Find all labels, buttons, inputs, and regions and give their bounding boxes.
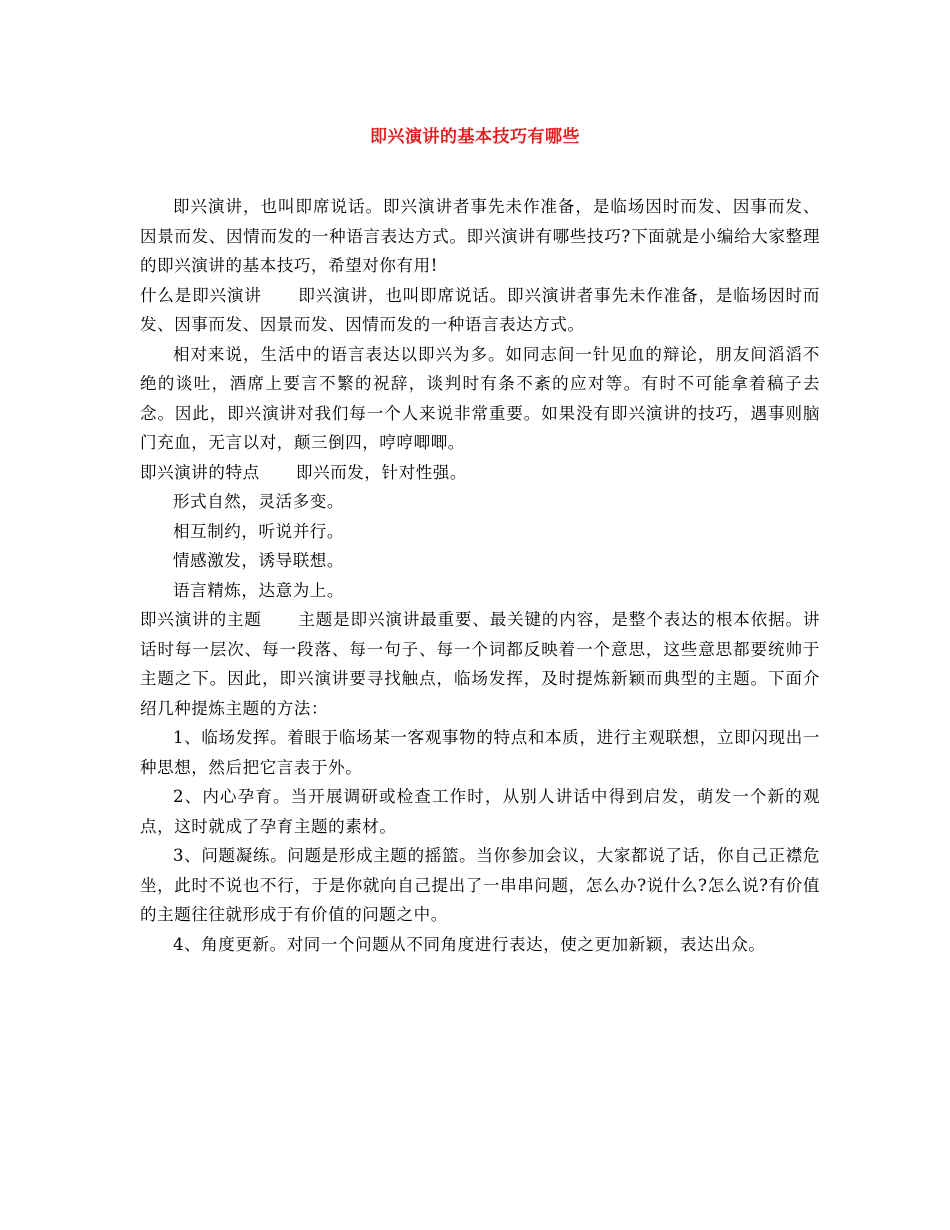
feature-item: 情感激发，诱导联想。 (173, 551, 344, 570)
feature-item: 相互制约，听说并行。 (173, 521, 344, 541)
section-what-is (140, 281, 820, 340)
document-title: 即兴演讲的基本技巧有哪些 (370, 127, 580, 147)
section-text-features: 即兴而发，针对性强。 (296, 462, 467, 482)
feature-item: 形式自然，灵活多变。 (173, 492, 344, 511)
relative-paragraph: 相对来说，生活中的语言表达以即兴为多。如同志间一针见血的辩论，朋友间滔滔不绝的谈吐，酒席上要言不繁的祝辞，谈判时有条不紊的应对等。有时不可能拿着稿子去念。因此，即兴演讲对我们每一个人来说非常重要。如果没有即兴演讲的技巧，遇事则脑门充血，无言以对，颠三倒四，哼哼唧唧。 (140, 344, 820, 452)
section-theme (140, 605, 820, 723)
section-heading-features: 即兴演讲的特点 (140, 462, 260, 482)
method-item: 3、问题凝练。问题是形成主题的摇篮。当你参加会议，大家都说了话，你自己正襟危坐，此时不说也不行，于是你就向自己提出了一串串问题，怎么办?说什么?怎么说?有价值的主题往往就形成于有价值的问题之中。 (140, 846, 820, 924)
intro-paragraph: 即兴演讲，也叫即席说话。即兴演讲者事先未作准备，是临场因时而发、因事而发、因景而发、因情而发的一种语言表达方式。即兴演讲有哪些技巧?下面就是小编给大家整理的即兴演讲的基本技巧，希望对你有用! (140, 197, 820, 275)
section-text-what-is: 即兴演讲，也叫即席说话。即兴演讲者事先未作准备，是临场因时而发、因事而发、因景而发、因情而发的一种语言表达方式。 (140, 285, 820, 334)
method-item: 4、角度更新。对同一个问题从不同角度进行表达，使之更加新颖，表达出众。 (173, 934, 766, 954)
section-features (140, 458, 820, 488)
method-item: 2、内心孕育。当开展调研或检查工作时，从别人讲话中得到启发，萌发一个新的观点，这时就成了孕育主题的素材。 (140, 787, 820, 836)
section-heading-what-is: 什么是即兴演讲 (140, 285, 262, 305)
feature-item: 语言精炼，达意为上。 (173, 580, 344, 600)
section-text-theme: 主题是即兴演讲最重要、最关键的内容，是整个表达的根本依据。讲话时每一层次、每一段落、每一句子、每一个词都反映着一个意思，这些意思都要统帅于主题之下。因此，即兴演讲要寻找触点，临场发挥，及时提炼新颖而典型的主题。下面介绍几种提炼主题的方法： (140, 610, 820, 718)
document-body (140, 192, 820, 959)
section-heading-theme: 即兴演讲的主题 (140, 610, 262, 629)
method-item: 1、临场发挥。着眼于临场某一客观事物的特点和本质，进行主观联想，立即闪现出一种思想，然后把它言表于外。 (140, 728, 820, 777)
